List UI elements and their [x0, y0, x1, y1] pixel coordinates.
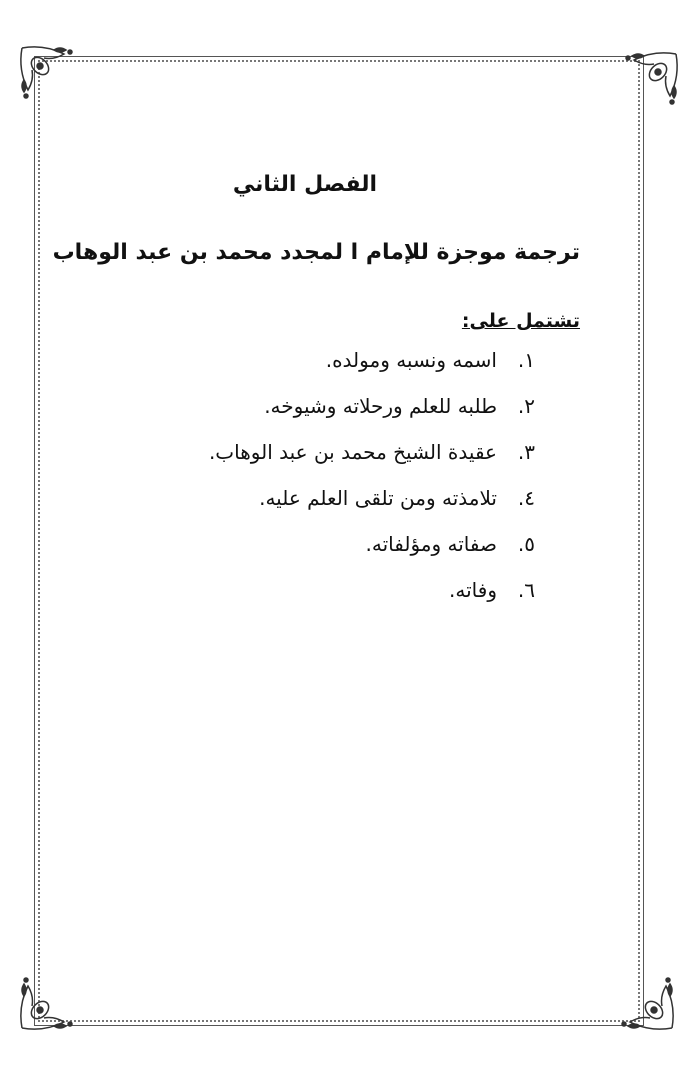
item-text: طلبه للعلم ورحلاته وشيوخه.	[264, 394, 497, 418]
chapter-heading	[100, 172, 580, 197]
list-item	[209, 437, 535, 483]
item-number: ١.	[517, 348, 535, 372]
item-text: وفاته.	[449, 578, 497, 602]
item-number: ٣.	[517, 440, 535, 464]
list-item	[209, 529, 535, 575]
floral-corner-icon	[610, 966, 680, 1036]
floral-corner-icon	[14, 966, 84, 1036]
item-number: ٢.	[517, 394, 535, 418]
contents-list	[209, 345, 535, 621]
item-number: ٤.	[517, 486, 535, 510]
contents-intro: تشتمل على:	[461, 310, 580, 332]
item-text: صفاته ومؤلفاته.	[365, 532, 497, 556]
chapter-subheading: ترجمة موجزة للإمام ا لمجدد محمد بن عبد الوهاب	[52, 240, 580, 265]
floral-corner-icon	[614, 46, 680, 116]
list-item	[209, 345, 535, 391]
chapter-heading-text: الفصل الثاني	[232, 172, 378, 197]
item-number: ٦.	[517, 578, 535, 602]
list-item	[209, 483, 535, 529]
item-text: عقيدة الشيخ محمد بن عبد الوهاب.	[208, 440, 497, 464]
list-item	[209, 391, 535, 437]
item-number: ٥.	[517, 532, 535, 556]
item-text: اسمه ونسبه ومولده.	[325, 348, 497, 372]
floral-corner-icon	[14, 40, 84, 110]
list-item	[209, 575, 535, 621]
item-text: تلامذته ومن تلقى العلم عليه.	[259, 486, 497, 510]
